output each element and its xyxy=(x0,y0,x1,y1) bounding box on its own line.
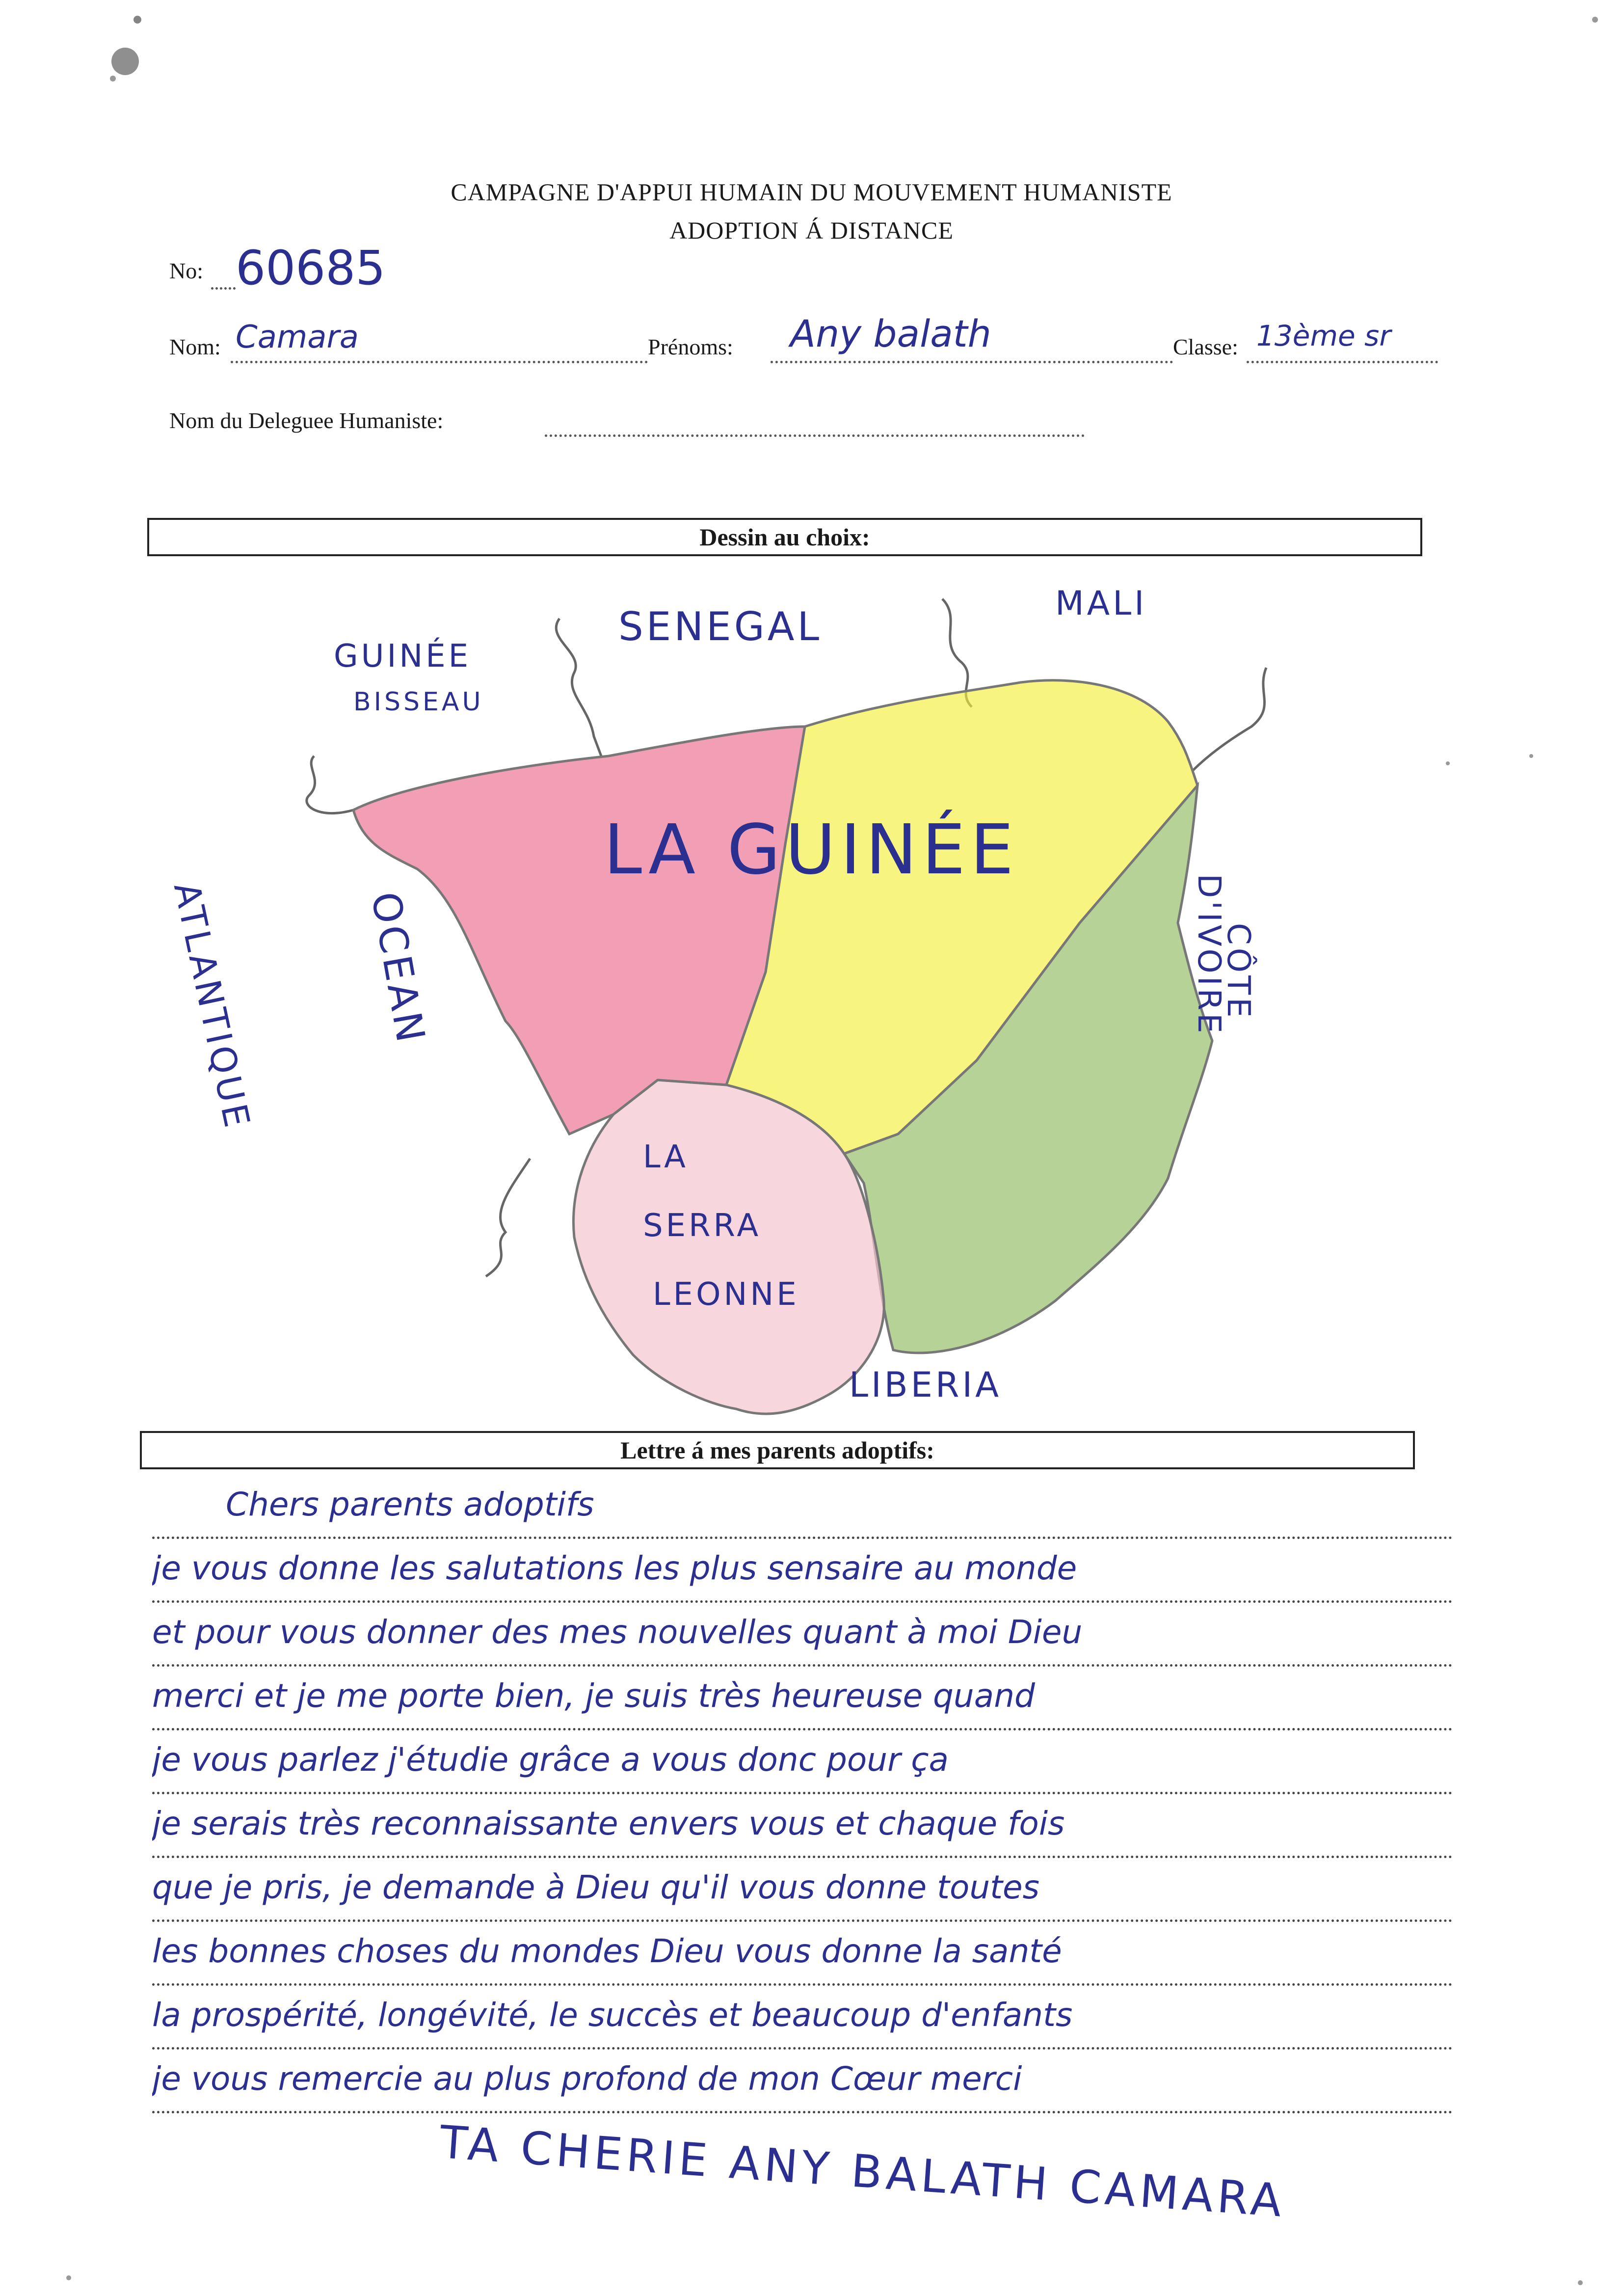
map-label-guinee-bissau-1: GUINÉE xyxy=(334,638,472,675)
signature: TA CHERIE ANY BALATH CAMARA xyxy=(438,2116,1287,2228)
map-label-liberia: LIBERIA xyxy=(849,1365,1002,1405)
letter-line-7: que je pris, je demande à Dieu qu'il vous donne toutes xyxy=(152,1856,1453,1922)
delegue-label: Nom du Deleguee Humaniste: xyxy=(169,408,444,433)
map-label-senegal: SENEGAL xyxy=(618,604,823,649)
map-label-cote: CÔTE xyxy=(1220,923,1256,1021)
map-label-sierra-3: LEONNE xyxy=(653,1276,799,1313)
map-label-mali: MALI xyxy=(1055,584,1147,623)
classe-label: Classe: xyxy=(1173,334,1238,359)
header-subtitle: ADOPTION Á DISTANCE xyxy=(669,216,954,244)
prenoms-label: Prénoms: xyxy=(648,334,733,359)
map-label-sierra-2: SERRA xyxy=(643,1208,762,1244)
letter-line-5: je vous parlez j'étudie grâce a vous donc pour ça xyxy=(152,1728,1453,1794)
map-label-atlantique: ATLANTIQUE xyxy=(165,879,259,1134)
prenoms-value: Any balath xyxy=(790,312,991,355)
no-value: 60685 xyxy=(236,241,386,296)
nom-label: Nom: xyxy=(169,334,221,359)
letter-line-4: merci et je me porte bien, je suis très heureuse quand xyxy=(152,1664,1453,1730)
no-label: No: xyxy=(169,258,203,283)
map-label-ivoire: D'IVOIRE xyxy=(1191,874,1227,1036)
letter-line-2: je vous donne les salutations les plus sensaire au monde xyxy=(152,1537,1453,1603)
letter-line-1: Chers parents adoptifs xyxy=(152,1473,1453,1539)
nom-value: Camara xyxy=(236,319,359,355)
map-label-guinee-bissau-2: BISSEAU xyxy=(353,687,484,717)
letter-section-title: Lettre á mes parents adoptifs: xyxy=(620,1436,934,1464)
letter-line-6: je serais très reconnaissante envers vous et chaque fois xyxy=(152,1792,1453,1858)
letter-line-8: les bonnes choses du mondes Dieu vous donne la santé xyxy=(152,1919,1453,1986)
letter-line-3: et pour vous donner des mes nouvelles quant à moi Dieu xyxy=(152,1600,1453,1667)
letter-line-9: la prospérité, longévité, le succès et beaucoup d'enfants xyxy=(152,1983,1453,2050)
map-label-ocean: OCEAN xyxy=(362,889,434,1049)
classe-value: 13ème sr xyxy=(1256,319,1391,352)
map-title-la-guinee: LA GUINÉE xyxy=(604,810,1019,890)
map-label-sierra-1: LA xyxy=(643,1139,689,1175)
drawing-section-title: Dessin au choix: xyxy=(699,523,870,551)
header-title: CAMPAGNE D'APPUI HUMAIN DU MOUVEMENT HUMANISTE xyxy=(451,178,1172,206)
letter-line-10: je vous remercie au plus profond de mon Cœur merci xyxy=(152,2047,1453,2113)
